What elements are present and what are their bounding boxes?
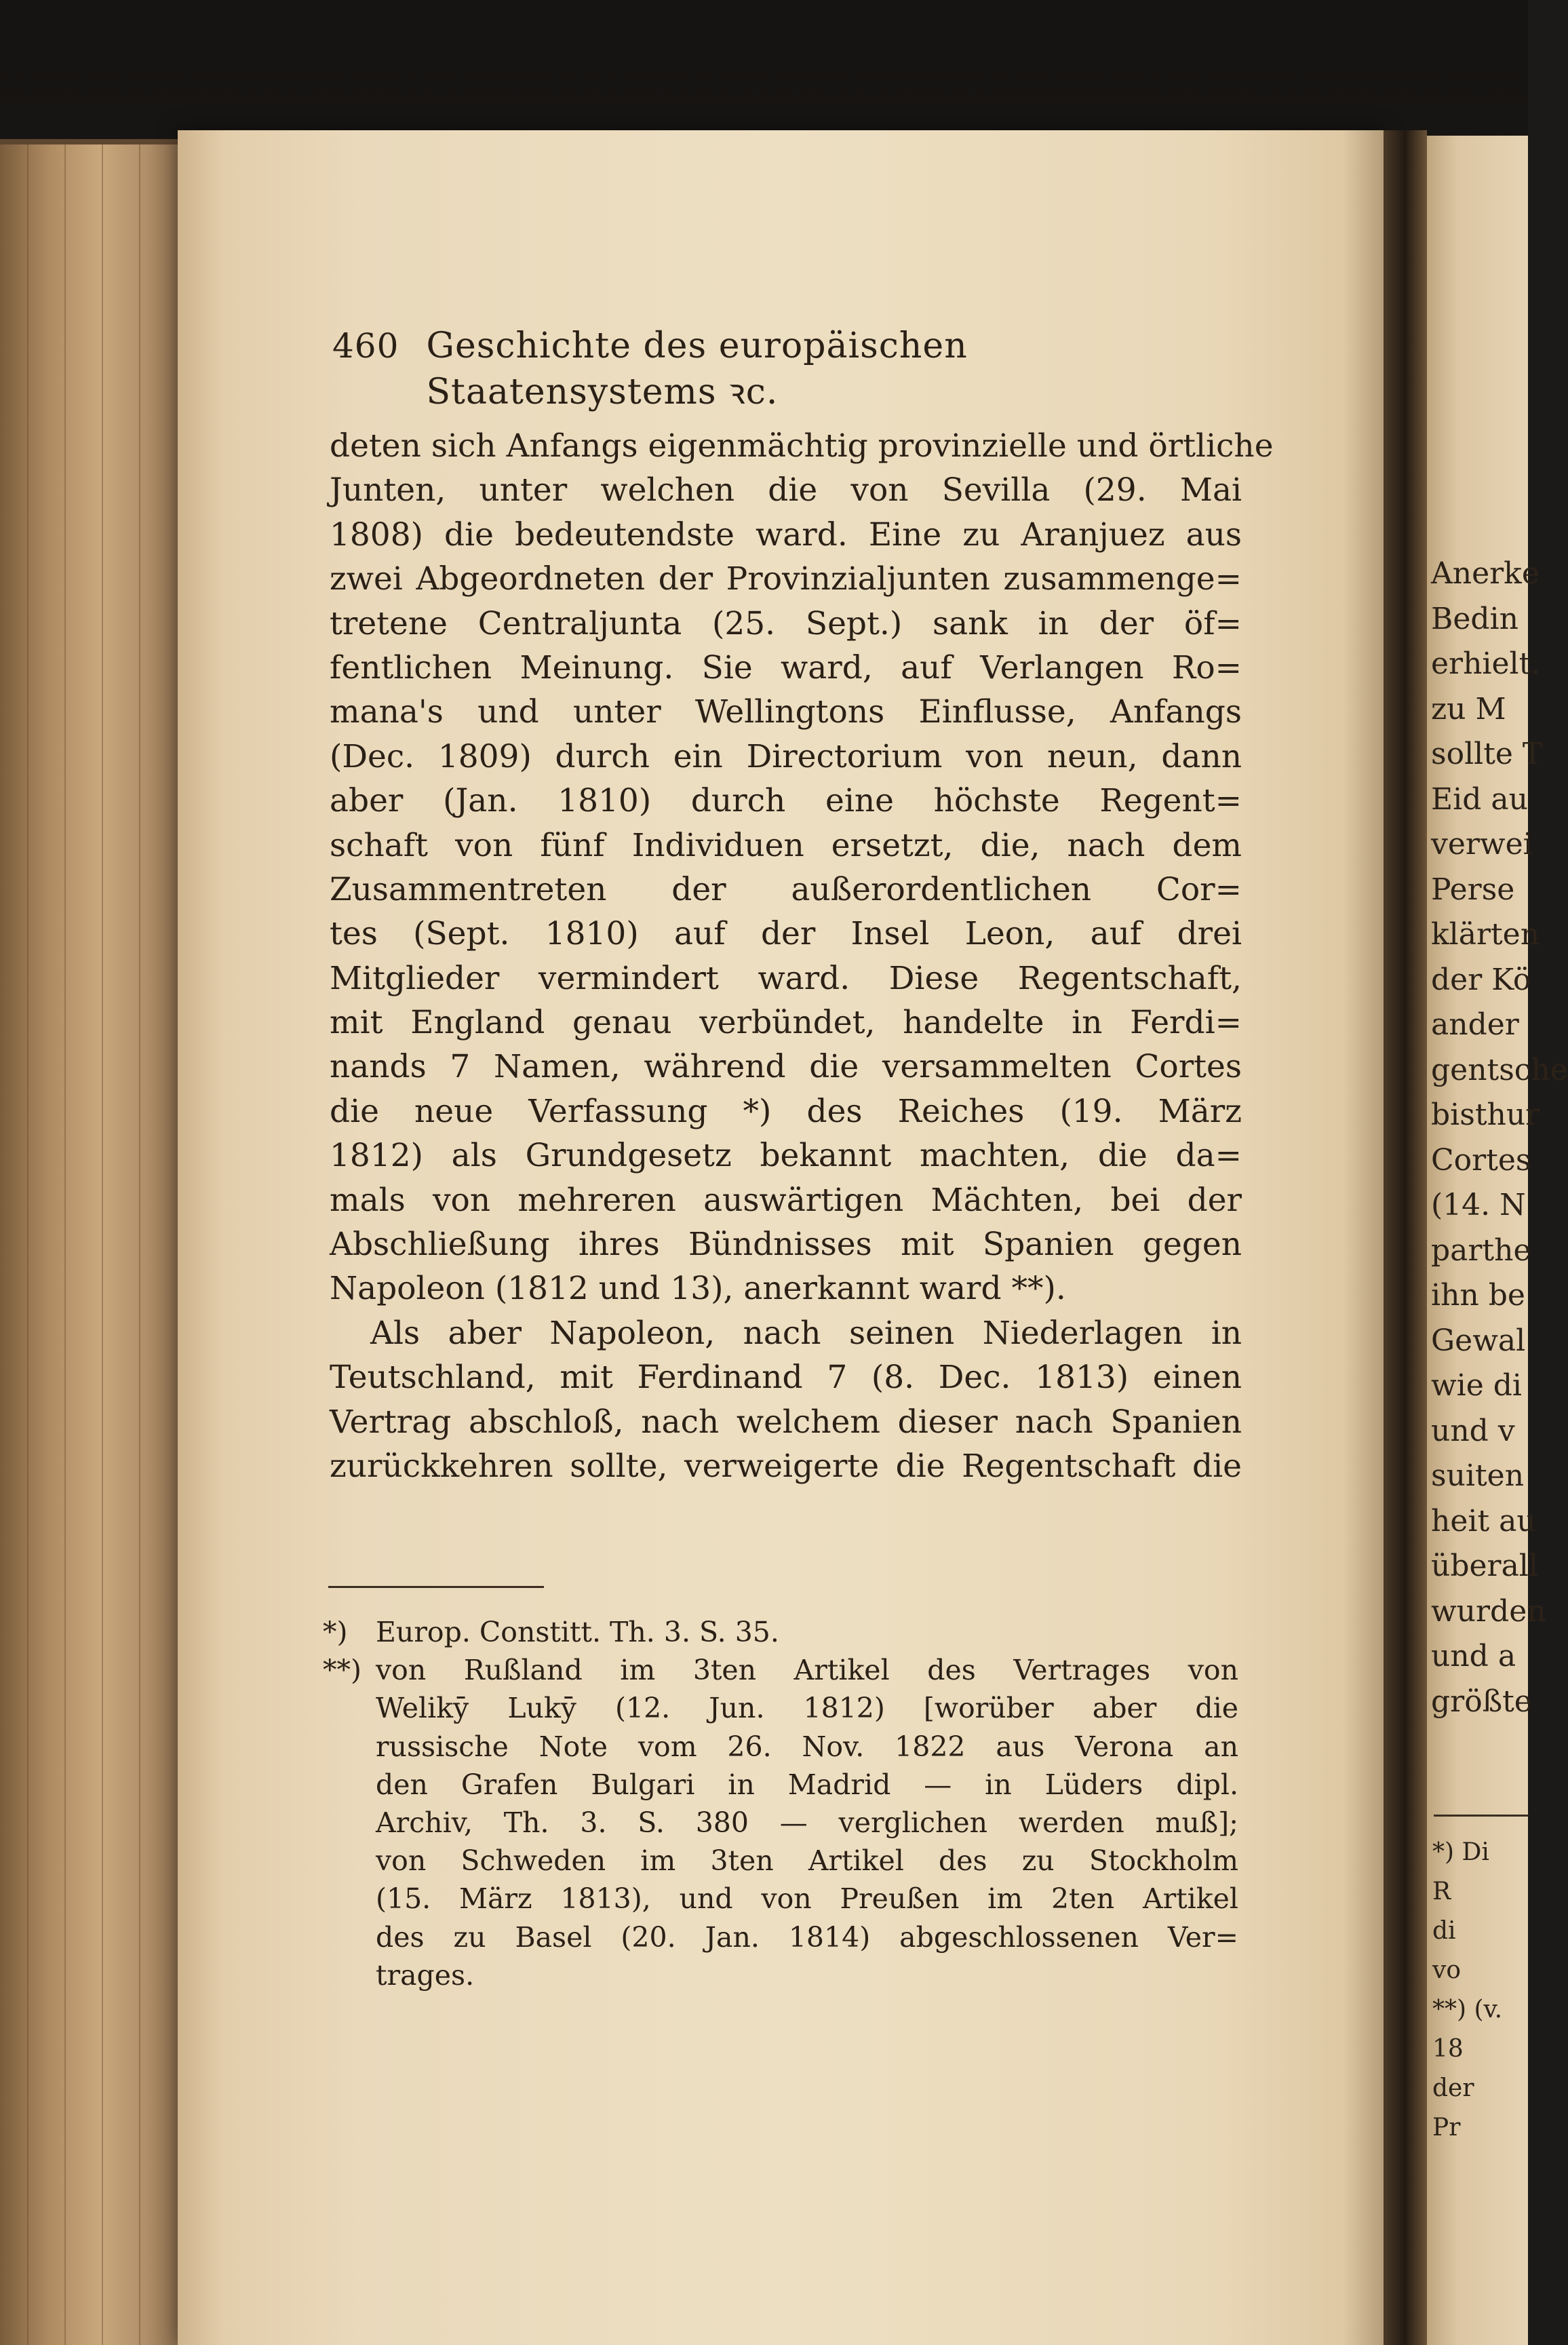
facing-page-fragment: suiten [1431,1458,1525,1493]
text-line: Abschließung ihres Bündnisses mit Spanien gegen [330,1226,1242,1264]
facing-page-fragment: klärten [1431,917,1540,952]
facing-page-fragment: und v [1431,1413,1515,1448]
facing-page-fragment: wie di [1431,1368,1522,1403]
book-page-edges [0,139,182,2345]
facing-page-fragment: Anerke [1431,556,1540,591]
facing-page-fragment: ander [1431,1007,1519,1042]
text-line: mana's und unter Wellingtons Einflusse, Anfangs [330,693,1242,731]
facing-page-footnote-fragment: Pr [1432,2114,1461,2141]
facing-page-fragment: und a [1431,1639,1516,1673]
text-line: tes (Sept. 1810) auf der Insel Leon, auf drei [330,915,1242,953]
text-line: schaft von fünf Individuen ersetzt, die, nach dem [330,826,1242,864]
text-line: 1812) als Grundgesetz bekannt machten, die da= [330,1137,1242,1175]
facing-page-footnote-fragment: vo [1432,1956,1462,1984]
footnote-2-line: von Schweden im 3ten Artikel des zu Stockholm [376,1844,1238,1878]
text-line: zurückkehren sollte, verweigerte die Regentschaft die [330,1447,1242,1485]
text-line: die neue Verfassung *) des Reiches (19. März [330,1092,1242,1130]
facing-page-fragment: Bedin [1431,601,1518,636]
footnote-2-line: den Grafen Bulgari in Madrid — in Lüders dipl. [376,1768,1238,1801]
text-line: Junten, unter welchen die von Sevilla (29. Mai [330,471,1242,509]
facing-page-fragment: parthe [1431,1233,1531,1268]
facing-page-footnote-fragment: 18 [1432,2035,1464,2063]
facing-page-fragment: bisthur [1431,1098,1540,1132]
facing-page-fragment: Cortes [1431,1142,1531,1178]
text-line: deten sich Anfangs eigenmächtig provinzielle und örtliche [330,427,1274,465]
text-line: Vertrag abschloß, nach welchem dieser nach Spanien [330,1403,1242,1441]
text-line: Teutschland, mit Ferdinand 7 (8. Dec. 1813) einen [330,1359,1242,1397]
text-line: zwei Abgeordneten der Provinzialjunten zusammenge= [330,560,1242,598]
text-line: tretene Centraljunta (25. Sept.) sank in der öf= [330,604,1242,642]
binding-edge [0,139,182,144]
page-gutter-shadow [1343,130,1384,2345]
footnote-2-line: Archiv, Th. 3. S. 380 — verglichen werden muß]; [376,1806,1238,1839]
footnote-mark: **) [323,1654,361,1687]
footnote-2-line: russische Note vom 26. Nov. 1822 aus Verona an [376,1730,1238,1763]
text-line: Mitglieder vermindert ward. Diese Regentschaft, [330,959,1242,997]
facing-page-fragment: verwei [1431,827,1533,861]
facing-page-fragment: Eid au [1431,781,1528,817]
footnote-2-line [323,1651,1238,1689]
footnote-2-line: Welikȳ Lukȳ (12. Jun. 1812) [worüber aber die [376,1692,1238,1725]
text-line: Napoleon (1812 und 13), anerkannt ward **). [330,1270,1066,1308]
facing-page-fragment: sollte T [1431,737,1543,771]
facing-page-fragment: Perse [1431,872,1515,907]
body-text [330,424,1274,1488]
facing-page-fragment: erhielt. [1431,646,1541,681]
facing-page-fragment: überall [1431,1549,1538,1583]
text-line: aber (Jan. 1810) durch eine höchste Regent= [330,782,1242,820]
facing-page-rule [1434,1815,1529,1817]
facing-page-footnote-fragment: R [1432,1878,1451,1905]
book-gutter [1384,130,1427,2345]
facing-page-fragment: zu M [1431,691,1506,726]
footnote-text: Europ. Constitt. Th. 3. S. 35. [376,1616,779,1648]
running-title: Geschichte des europäischen Staatensystems ꝛc. [426,326,968,412]
footnote-2-line: (15. März 1813), und von Preußen im 2ten Artikel [376,1882,1238,1916]
footnote-2-line: des zu Basel (20. Jan. 1814) abgeschlossenen Ver= [376,1920,1238,1954]
text-line: Als aber Napoleon, nach seinen Niederlagen in [370,1314,1242,1352]
footnote-text: von Rußland im 3ten Artikel des Vertrages von [376,1654,1238,1687]
text-line: fentlichen Meinung. Sie ward, auf Verlangen Ro= [330,648,1242,686]
facing-page-footnote-fragment: der [1432,2074,1474,2102]
text-line: Zusammentreten der außerordentlichen Cor= [330,870,1242,908]
footnote-mark: *) [323,1616,348,1648]
facing-page-fragment: ihn be [1431,1278,1525,1313]
page-number: 460 [332,326,399,366]
text-line: mit England genau verbündet, handelte in Ferdi= [330,1004,1242,1042]
facing-page-fragment: heit au [1431,1503,1536,1538]
facing-page-fragment: (14. N [1431,1188,1526,1222]
facing-page-fragment: gentsche [1431,1052,1568,1087]
footnote-rule [328,1586,544,1588]
facing-page-footnote-fragment: di [1432,1917,1456,1945]
running-head [332,326,1255,412]
text-line: nands 7 Namen, während die versammelten Cortes [330,1048,1242,1086]
facing-page-fragment: wurden [1431,1593,1546,1629]
text-line: 1808) die bedeutendste ward. Eine zu Aranjuez aus [330,516,1242,554]
text-line: (Dec. 1809) durch ein Directorium von neun, dann [330,737,1242,775]
footnote-1 [323,1613,1238,1651]
facing-page-footnote-fragment: **) (v. [1432,1996,1503,2023]
facing-page [1427,136,1568,2345]
facing-page-fragment: Gewal [1431,1323,1526,1358]
facing-page-fragment: größte [1431,1684,1532,1719]
footnotes [323,1613,1238,1994]
footnote-2-line: trages. [376,1958,475,1992]
text-line: mals von mehreren auswärtigen Mächten, bei der [330,1181,1242,1219]
facing-page-fragment: der Kö [1431,962,1531,997]
facing-page-footnote-fragment: *) Di [1432,1838,1489,1866]
